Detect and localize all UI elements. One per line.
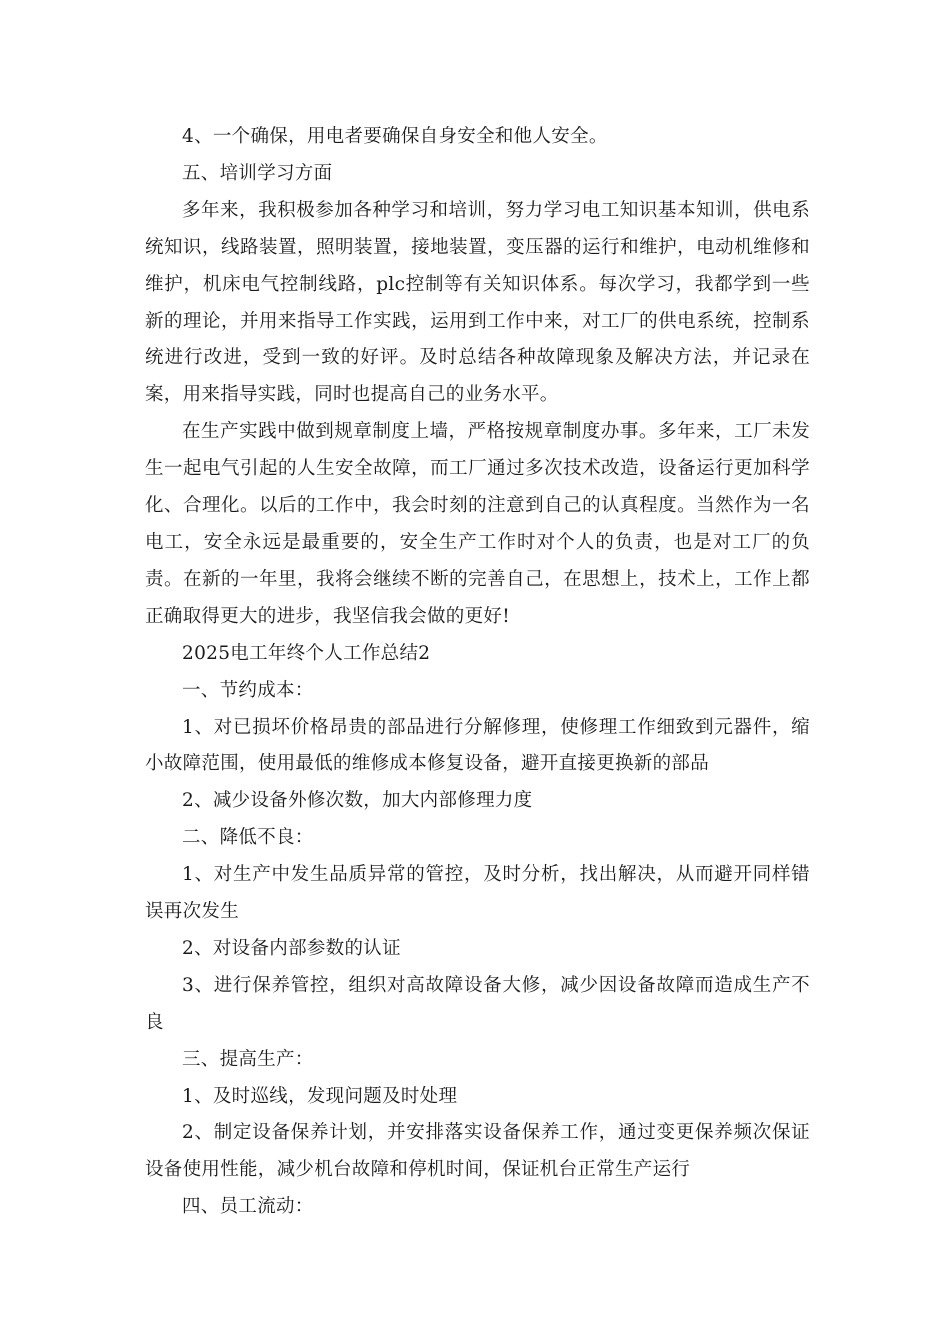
section-heading-reduce-defects: 二、降低不良： [182, 827, 314, 849]
section-heading-production: 三、提高生产： [182, 1048, 314, 1070]
section-heading-training: 五、培训学习方面 [182, 162, 333, 184]
list-item-cost-2: 2、减少设备外修次数，加大内部修理力度 [182, 790, 533, 812]
paragraph-regulations: 在生产实践中做到规章制度上墙，严格按规章制度办事。多年来，工厂未发生一起电气引起的人生安全故障，而工厂通过多次技术改造，设备运行更加科学化、合理化。以后的工作中，我会时刻的注意到自己的认真程度。当然作为一名电工，安全永远是最重要的，安全生产工作时对个人的负责，也是对工厂的负责。在新的一年里，我将会继续不断的完善自己，在思想上，技术上，工作上都正确取得更大的进步，我坚信我会做的更好! [145, 421, 810, 627]
document-section-title: 2025电工年终个人工作总结2 [182, 642, 431, 664]
list-item-cost-1: 1、对已损坏价格昂贵的部品进行分解修理，使修理工作细致到元器件，缩小故障范围，使用最低的维修成本修复设备，避开直接更换新的部品 [145, 716, 810, 775]
list-item-defects-1: 1、对生产中发生品质异常的管控，及时分析，找出解决，从而避开同样错误再次发生 [145, 864, 810, 923]
list-item-production-2: 2、制定设备保养计划，并安排落实设备保养工作，通过变更保养频次保证设备使用性能，减少机台故障和停机时间，保证机台正常生产运行 [145, 1122, 810, 1181]
section-heading-staff-turnover: 四、员工流动： [182, 1196, 314, 1218]
list-item-production-1: 1、及时巡线，发现问题及时处理 [182, 1085, 458, 1107]
list-item-safety-4: 4、一个确保，用电者要确保自身安全和他人安全。 [182, 126, 608, 147]
list-item-defects-2: 2、对设备内部参数的认证 [182, 937, 401, 959]
paragraph-training-study: 多年来，我积极参加各种学习和培训，努力学习电工知识基本知训，供电系统知识，线路装置，照明装置，接地装置，变压器的运行和维护，电动机维修和维护，机床电气控制线路，plc控制等有关知识体系。每次学习，我都学到一些新的理论，并用来指导工作实践，运用到工作中来，对工厂的供电系统，控制系统进行改进，受到一致的好评。及时总结各种故障现象及解决方法，并记录在案，用来指导实践，同时也提高自己的业务水平。 [145, 199, 810, 406]
list-item-defects-3: 3、进行保养管控，组织对高故障设备大修，减少因设备故障而造成生产不良 [145, 974, 810, 1033]
section-heading-cost-saving: 一、节约成本： [182, 679, 314, 701]
document-body [145, 119, 810, 1226]
